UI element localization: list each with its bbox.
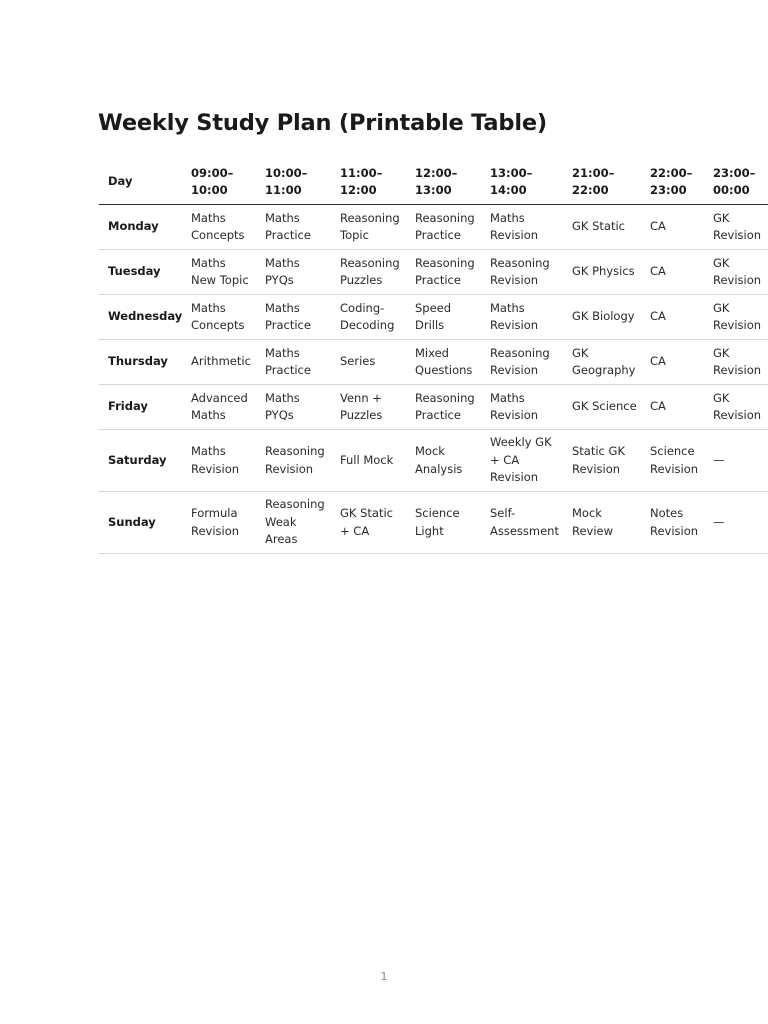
study-activity-cell: Arithmetic: [182, 340, 256, 385]
table-row: [99, 295, 768, 340]
study-activity-cell: Coding- Decoding: [331, 295, 406, 340]
page-number: 1: [380, 970, 388, 983]
column-header-time-slot: 09:00– 10:00: [182, 160, 256, 205]
table-row: [99, 205, 768, 250]
day-label: Thursday: [99, 340, 182, 385]
study-activity-cell: Maths Practice: [256, 295, 331, 340]
day-label: Friday: [99, 385, 182, 430]
study-activity-cell: Reasoning Practice: [406, 385, 481, 430]
study-activity-cell: GK Revision: [704, 385, 768, 430]
study-activity-cell: GK Revision: [704, 250, 768, 295]
study-activity-cell: Mixed Questions: [406, 340, 481, 385]
table-row: [99, 492, 768, 554]
day-label: Sunday: [99, 492, 182, 554]
page-title: Weekly Study Plan (Printable Table): [98, 110, 547, 136]
study-activity-cell: Science Light: [406, 492, 481, 554]
study-activity-cell: Speed Drills: [406, 295, 481, 340]
study-activity-cell: Maths Revision: [481, 205, 563, 250]
study-activity-cell: Weekly GK + CA Revision: [481, 430, 563, 492]
study-activity-cell: GK Science: [563, 385, 641, 430]
study-activity-cell: GK Static: [563, 205, 641, 250]
study-activity-cell: GK Biology: [563, 295, 641, 340]
study-activity-cell: Advanced Maths: [182, 385, 256, 430]
study-activity-cell: Reasoning Revision: [256, 430, 331, 492]
column-header-time-slot: 11:00– 12:00: [331, 160, 406, 205]
header-row: [99, 160, 768, 205]
study-activity-cell: Reasoning Puzzles: [331, 250, 406, 295]
column-header-time-slot: 22:00– 23:00: [641, 160, 704, 205]
study-activity-cell: CA: [641, 385, 704, 430]
study-activity-cell: Reasoning Weak Areas: [256, 492, 331, 554]
day-label: Tuesday: [99, 250, 182, 295]
study-activity-cell: —: [704, 492, 768, 554]
study-activity-cell: —: [704, 430, 768, 492]
study-activity-cell: Reasoning Revision: [481, 340, 563, 385]
study-activity-cell: Maths Revision: [481, 295, 563, 340]
study-activity-cell: Maths PYQs: [256, 250, 331, 295]
column-header-time-slot: 21:00– 22:00: [563, 160, 641, 205]
study-activity-cell: Reasoning Topic: [331, 205, 406, 250]
study-activity-cell: Mock Analysis: [406, 430, 481, 492]
column-header-time-slot: 13:00– 14:00: [481, 160, 563, 205]
table-row: [99, 250, 768, 295]
study-activity-cell: Mock Review: [563, 492, 641, 554]
day-label: Monday: [99, 205, 182, 250]
study-activity-cell: GK Physics: [563, 250, 641, 295]
study-activity-cell: GK Revision: [704, 205, 768, 250]
study-plan-table: [99, 160, 768, 554]
study-activity-cell: Formula Revision: [182, 492, 256, 554]
column-header-time-slot: 12:00– 13:00: [406, 160, 481, 205]
study-activity-cell: Maths New Topic: [182, 250, 256, 295]
study-activity-cell: Notes Revision: [641, 492, 704, 554]
study-activity-cell: Maths Concepts: [182, 295, 256, 340]
study-activity-cell: Maths Revision: [481, 385, 563, 430]
column-header-day: Day: [99, 160, 182, 205]
table-body: [99, 205, 768, 554]
table-row: [99, 430, 768, 492]
study-activity-cell: Maths Revision: [182, 430, 256, 492]
study-activity-cell: Reasoning Practice: [406, 205, 481, 250]
study-activity-cell: GK Revision: [704, 295, 768, 340]
study-activity-cell: GK Geography: [563, 340, 641, 385]
study-activity-cell: CA: [641, 205, 704, 250]
table-row: [99, 340, 768, 385]
study-activity-cell: Maths Practice: [256, 205, 331, 250]
column-header-time-slot: 23:00– 00:00: [704, 160, 768, 205]
study-activity-cell: CA: [641, 340, 704, 385]
study-activity-cell: Reasoning Practice: [406, 250, 481, 295]
study-activity-cell: Maths PYQs: [256, 385, 331, 430]
column-header-time-slot: 10:00– 11:00: [256, 160, 331, 205]
study-activity-cell: GK Revision: [704, 340, 768, 385]
study-activity-cell: CA: [641, 295, 704, 340]
study-activity-cell: CA: [641, 250, 704, 295]
study-activity-cell: Self- Assessment: [481, 492, 563, 554]
table-row: [99, 385, 768, 430]
day-label: Wednesday: [99, 295, 182, 340]
table-header: [99, 160, 768, 205]
study-activity-cell: Maths Concepts: [182, 205, 256, 250]
study-activity-cell: Full Mock: [331, 430, 406, 492]
study-activity-cell: Venn + Puzzles: [331, 385, 406, 430]
study-activity-cell: Maths Practice: [256, 340, 331, 385]
study-activity-cell: Static GK Revision: [563, 430, 641, 492]
study-activity-cell: GK Static + CA: [331, 492, 406, 554]
study-activity-cell: Reasoning Revision: [481, 250, 563, 295]
study-activity-cell: Series: [331, 340, 406, 385]
study-activity-cell: Science Revision: [641, 430, 704, 492]
day-label: Saturday: [99, 430, 182, 492]
